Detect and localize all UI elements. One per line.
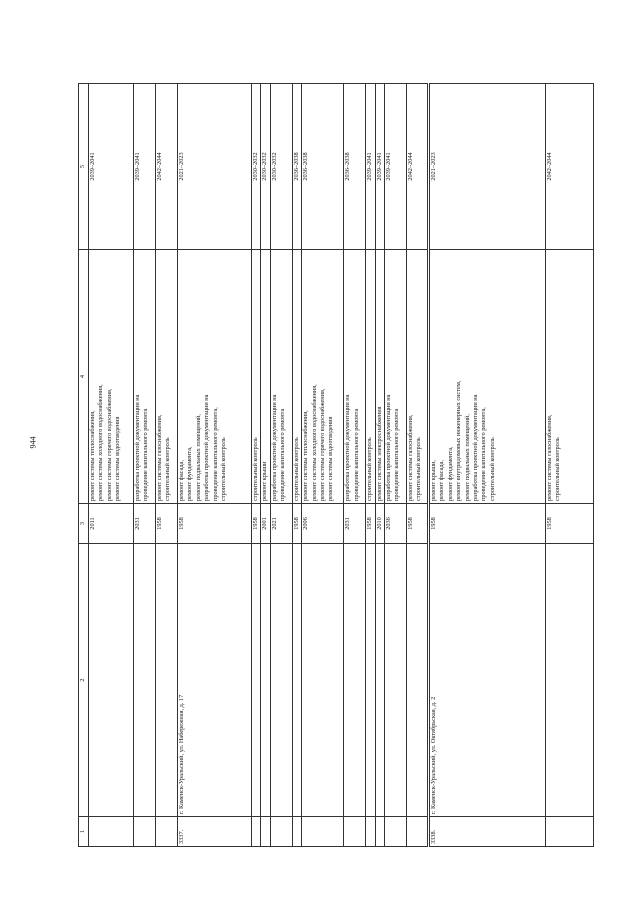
year-cell: 1958	[429, 504, 546, 544]
year-cell: 1958	[156, 504, 178, 544]
page-number: 944	[28, 436, 38, 449]
year-cell: 1958	[546, 504, 594, 544]
work-line: проведение капитального ремонта,	[211, 407, 219, 501]
period-cell: 2042–2044	[546, 84, 594, 250]
work-line: ремонт системы газоснабжения,	[156, 414, 163, 501]
work-line: строительный контроль	[488, 437, 496, 501]
work-line: ремонт фундамента,	[446, 446, 454, 501]
works-cell	[302, 250, 344, 504]
table-row	[385, 84, 407, 847]
work-line: ремонт системы водоотведения	[327, 416, 335, 501]
address-cell	[270, 544, 292, 817]
address-cell	[134, 544, 156, 817]
year-cell: 1958	[292, 504, 301, 544]
work-line: строительный контроль	[366, 437, 374, 501]
table-row	[375, 84, 384, 847]
table-row	[407, 84, 429, 847]
period-cell: 2030–2032	[270, 84, 292, 250]
works-cell	[366, 250, 375, 504]
period-cell: 2036–2038	[302, 84, 344, 250]
row-number	[302, 817, 344, 847]
works-cell	[429, 250, 546, 504]
work-line: строительный контроль	[252, 437, 259, 501]
row-number	[270, 817, 292, 847]
year-cell: 2001	[261, 504, 270, 544]
address-cell: г. Каменск-Уральский, ул. Набережная, д. 17	[178, 544, 252, 817]
works-cell	[178, 250, 252, 504]
work-line: ремонт внутридомовых инженерных систем,	[455, 380, 463, 501]
table-row	[302, 84, 344, 847]
capital-repair-table	[78, 83, 594, 847]
address-cell	[261, 544, 270, 817]
header-cell-1: 1	[79, 817, 89, 847]
works-cell	[292, 250, 301, 504]
work-line: ремонт системы электроснабжения	[375, 406, 383, 501]
row-number	[261, 817, 270, 847]
work-line: ремонт фундамента,	[186, 446, 194, 501]
row-number	[366, 817, 375, 847]
work-line: ремонт системы теплоснабжения,	[89, 410, 96, 501]
row-number	[89, 817, 134, 847]
work-line: ремонт системы горячего водоснабжения,	[319, 388, 327, 501]
year-cell: 2031	[344, 504, 366, 544]
work-line: разработка проектной документации на	[134, 394, 141, 501]
period-cell: 2021–2023	[429, 84, 546, 250]
table-row	[546, 84, 594, 847]
row-number	[546, 817, 594, 847]
table-row	[156, 84, 178, 847]
row-number	[375, 817, 384, 847]
period-cell: 2030–2032	[252, 84, 261, 250]
row-number	[407, 817, 429, 847]
works-cell	[89, 250, 134, 504]
header-row	[79, 84, 89, 847]
year-cell: 2011	[89, 504, 134, 544]
work-line: ремонт крыши,	[430, 459, 438, 501]
work-line: ремонт подвальных помещений,	[194, 414, 202, 501]
work-line: проведение капитального ремонта	[393, 408, 401, 501]
work-line: разработка проектной документации на	[203, 394, 211, 501]
work-line: ремонт крыши	[261, 461, 269, 501]
table-row	[134, 84, 156, 847]
address-cell	[375, 544, 384, 817]
year-cell: 2010	[375, 504, 384, 544]
works-cell	[261, 250, 270, 504]
works-cell	[546, 250, 594, 504]
work-line: строительный контроль	[220, 437, 228, 501]
works-cell	[134, 250, 156, 504]
work-line: строительный контроль	[164, 437, 172, 501]
year-cell: 1958	[366, 504, 375, 544]
work-line: ремонт системы горячего водоснабжения,	[105, 388, 113, 501]
works-cell	[375, 250, 384, 504]
address-cell	[344, 544, 366, 817]
address-cell	[89, 544, 134, 817]
work-line: ремонт системы холодного водоснабжения,	[97, 384, 105, 501]
period-cell: 2039–2041	[385, 84, 407, 250]
work-line: ремонт системы газоснабжения,	[407, 414, 415, 501]
year-cell: 2021	[270, 504, 292, 544]
year-cell: 2031	[134, 504, 156, 544]
year-cell: 1958	[178, 504, 252, 544]
work-line: проведение капитального ремонта	[279, 408, 287, 501]
address-cell	[292, 544, 301, 817]
table-row	[429, 84, 546, 847]
period-cell: 2042–2044	[156, 84, 178, 250]
period-cell: 2042–2044	[407, 84, 429, 250]
header-cell-3: 3	[79, 504, 89, 544]
work-line: ремонт системы газоснабжения,	[546, 414, 554, 501]
row-number: 3338.	[429, 817, 546, 847]
works-cell	[407, 250, 429, 504]
work-line: строительный контроль	[554, 437, 562, 501]
table-row	[292, 84, 301, 847]
year-cell: 1958	[252, 504, 261, 544]
work-line: ремонт системы водоотведения	[114, 416, 122, 501]
work-line: проведение капитального ремонта,	[480, 407, 488, 501]
work-line: строительный контроль	[415, 437, 423, 501]
table-row	[344, 84, 366, 847]
work-line: проведение капитального ремонта	[352, 408, 360, 501]
work-line: проведение капитального ремонта	[142, 408, 150, 501]
address-cell	[366, 544, 375, 817]
period-cell: 2021–2023	[178, 84, 252, 250]
works-cell	[344, 250, 366, 504]
rotated-table-container	[78, 84, 580, 847]
address-cell: г. Каменск-Уральский, ул. Октябрьская, д. 2	[429, 544, 546, 817]
row-number	[292, 817, 301, 847]
work-line: ремонт фасада,	[178, 460, 185, 501]
address-cell	[546, 544, 594, 817]
address-cell	[385, 544, 407, 817]
address-cell	[252, 544, 261, 817]
work-line: разработка проектной документации на	[472, 394, 480, 501]
row-number	[385, 817, 407, 847]
table-row	[252, 84, 261, 847]
year-cell: 2006	[302, 504, 344, 544]
row-number: 3337.	[178, 817, 252, 847]
header-cell-5: 5	[79, 84, 89, 250]
period-cell: 2039–2041	[366, 84, 375, 250]
period-cell: 2039–2041	[134, 84, 156, 250]
period-cell: 2039–2041	[375, 84, 384, 250]
work-line: ремонт фасада,	[438, 460, 446, 501]
work-line: ремонт системы холодного водоснабжения,	[310, 384, 318, 501]
row-number	[156, 817, 178, 847]
table-row	[89, 84, 134, 847]
header-cell-2: 2	[79, 544, 89, 817]
work-line: строительный контроль	[292, 437, 300, 501]
work-line: разработка проектной документации на	[270, 394, 278, 501]
table-body	[89, 84, 594, 847]
work-line: ремонт системы теплоснабжения,	[302, 410, 310, 501]
address-cell	[302, 544, 344, 817]
row-number	[344, 817, 366, 847]
table-row	[261, 84, 270, 847]
table-row	[178, 84, 252, 847]
row-number	[134, 817, 156, 847]
period-cell: 2036–2038	[344, 84, 366, 250]
period-cell: 2039–2041	[89, 84, 134, 250]
header-cell-4: 4	[79, 250, 89, 504]
year-cell: 2036	[385, 504, 407, 544]
works-cell	[270, 250, 292, 504]
period-cell: 2036–2038	[292, 84, 301, 250]
address-cell	[156, 544, 178, 817]
work-line: ремонт подвальных помещений,	[463, 414, 471, 501]
works-cell	[252, 250, 261, 504]
period-cell: 2030–2032	[261, 84, 270, 250]
work-line: разработка проектной документации на	[385, 394, 393, 501]
works-cell	[156, 250, 178, 504]
works-cell	[385, 250, 407, 504]
table-row	[270, 84, 292, 847]
work-line: разработка проектной документации на	[344, 394, 352, 501]
year-cell: 1958	[407, 504, 429, 544]
row-number	[252, 817, 261, 847]
address-cell	[407, 544, 429, 817]
table-row	[366, 84, 375, 847]
